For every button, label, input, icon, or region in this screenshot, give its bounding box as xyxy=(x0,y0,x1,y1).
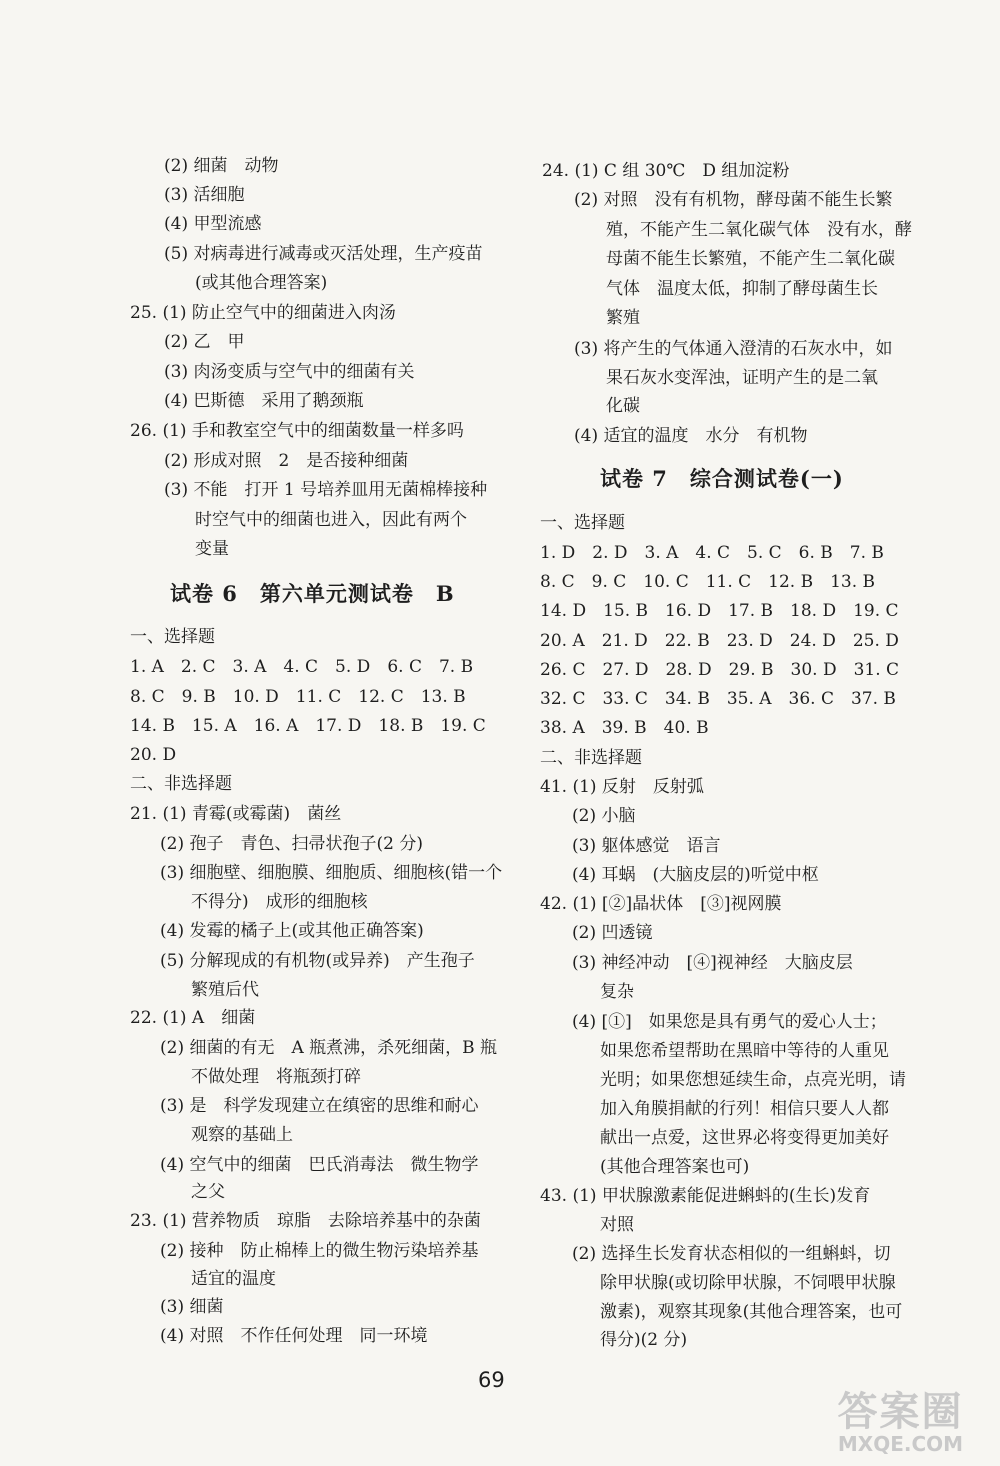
text-line: 14. B 15. A 16. A 17. D 18. B 19. C xyxy=(130,716,486,736)
text-line: 得分)(2 分) xyxy=(600,1330,688,1350)
text-line: 二、非选择题 xyxy=(130,774,232,794)
text-line: 8. C 9. C 10. C 11. C 12. B 13. B xyxy=(540,572,876,592)
text-line: 不得分) 成形的细胞核 xyxy=(191,892,368,912)
text-line: 繁殖 xyxy=(606,308,640,328)
text-line: 除甲状腺(或切除甲状腺，不饲喂甲状腺 xyxy=(600,1273,896,1293)
text-line: 激素)，观察其现象(其他合理答案，也可 xyxy=(600,1302,903,1322)
text-line: 43. (1) 甲状腺激素能促进蝌蚪的(生长)发育 xyxy=(540,1186,871,1206)
text-line: 适宜的温度 xyxy=(191,1269,276,1289)
text-line: 殖，不能产生二氧化碳气体 没有水，酵 xyxy=(606,220,912,240)
text-line: (2) 选择生长发育状态相似的一组蝌蚪，切 xyxy=(572,1244,891,1264)
text-line: (3) 神经冲动 [④]视神经 大脑皮层 xyxy=(572,953,853,973)
text-line: 变量 xyxy=(195,539,229,559)
text-line: (3) 是 科学发现建立在缜密的思维和耐心 xyxy=(160,1096,479,1116)
text-line: (其他合理答案也可) xyxy=(600,1157,750,1177)
text-line: (4) 巴斯德 采用了鹅颈瓶 xyxy=(164,391,364,411)
text-line: 32. C 33. C 34. B 35. A 36. C 37. B xyxy=(540,689,896,709)
text-line: 26. (1) 手和教室空气中的细菌数量一样多吗 xyxy=(130,421,464,441)
text-line: 8. C 9. B 10. D 11. C 12. C 13. B xyxy=(130,687,466,707)
watermark-title: 答案圈 xyxy=(837,1389,964,1435)
text-line: 不做处理 将瓶颈打碎 xyxy=(191,1067,361,1087)
text-line: 化碳 xyxy=(606,396,640,416)
section-title: 试卷 6 第六单元测试卷 B xyxy=(170,581,455,606)
text-line: (4) 耳蜗 (大脑皮层的)听觉中枢 xyxy=(572,865,819,885)
text-line: 一、选择题 xyxy=(130,627,215,647)
text-line: (3) 将产生的气体通入澄清的石灰水中，如 xyxy=(574,339,893,359)
text-line: 光明；如果您想延续生命，点亮光明，请 xyxy=(600,1070,906,1090)
text-line: (4) [①] 如果您是具有勇气的爱心人士； xyxy=(572,1012,887,1032)
text-line: (2) 乙 甲 xyxy=(164,332,245,352)
text-line: 果石灰水变浑浊，证明产生的是二氧 xyxy=(606,368,878,388)
text-line: 时空气中的细菌也进入，因此有两个 xyxy=(195,510,467,530)
text-line: 一、选择题 xyxy=(540,513,625,533)
text-line: (2) 细菌 动物 xyxy=(164,156,279,176)
watermark xyxy=(808,1380,993,1460)
text-line: (5) 对病毒进行减毒或灭活处理，生产疫苗 xyxy=(164,244,483,264)
text-line: (4) 发霉的橘子上(或其他正确答案) xyxy=(160,921,424,941)
text-line: (5) 分解现成的有机物(或异养) 产生孢子 xyxy=(160,951,475,971)
text-line: (3) 细菌 xyxy=(160,1297,224,1317)
text-line: (2) 接种 防止棉棒上的微生物污染培养基 xyxy=(160,1241,479,1261)
text-line: 41. (1) 反射 反射弧 xyxy=(540,777,704,797)
text-line: (4) 甲型流感 xyxy=(164,214,262,234)
text-line: (4) 对照 不作任何处理 同一环境 xyxy=(160,1326,428,1346)
text-line: (2) 形成对照 2 是否接种细菌 xyxy=(164,451,409,471)
text-line: (3) 躯体感觉 语言 xyxy=(572,836,721,856)
text-line: (2) 孢子 青色、扫帚状孢子(2 分) xyxy=(160,834,423,854)
text-line: (2) 凹透镜 xyxy=(572,923,653,943)
text-line: 14. D 15. B 16. D 17. B 18. D 19. C xyxy=(540,601,899,621)
text-line: 1. A 2. C 3. A 4. C 5. D 6. C 7. B xyxy=(130,657,474,677)
text-line: (3) 细胞壁、细胞膜、细胞质、细胞核(错一个 xyxy=(160,863,503,883)
text-line: 23. (1) 营养物质 琼脂 去除培养基中的杂菌 xyxy=(130,1211,481,1231)
text-line: (3) 不能 打开 1 号培养皿用无菌棉棒接种 xyxy=(164,480,488,500)
text-line: 献出一点爱，这世界必将变得更加美好 xyxy=(600,1128,889,1148)
text-line: 26. C 27. D 28. D 29. B 30. D 31. C xyxy=(540,660,900,680)
text-line: 1. D 2. D 3. A 4. C 5. C 6. B 7. B xyxy=(540,543,884,563)
text-line: 21. (1) 青霉(或霉菌) 菌丝 xyxy=(130,804,342,824)
watermark-url: MXQE.COM xyxy=(837,1432,964,1456)
text-line: (3) 活细胞 xyxy=(164,185,245,205)
page-number: 69 xyxy=(478,1368,505,1392)
text-line: 42. (1) [②]晶状体 [③]视网膜 xyxy=(540,894,782,914)
text-line: 20. D xyxy=(130,745,177,765)
text-line: 38. A 39. B 40. B xyxy=(540,718,709,738)
text-line: 繁殖后代 xyxy=(191,980,259,1000)
text-line: 二、非选择题 xyxy=(540,748,642,768)
text-line: (4) 空气中的细菌 巴氏消毒法 微生物学 xyxy=(160,1155,479,1175)
text-line: 复杂 xyxy=(600,982,634,1002)
text-line: 24. (1) C 组 30℃ D 组加淀粉 xyxy=(542,161,790,181)
text-line: 如果您希望帮助在黑暗中等待的人重见 xyxy=(600,1041,889,1061)
text-line: (2) 细菌的有无 A 瓶煮沸，杀死细菌，B 瓶 xyxy=(160,1038,498,1058)
text-line: 气体 温度太低，抑制了酵母菌生长 xyxy=(606,279,878,299)
text-line: 25. (1) 防止空气中的细菌进入肉汤 xyxy=(130,303,396,323)
text-line: 母菌不能生长繁殖，不能产生二氧化碳 xyxy=(606,249,895,269)
text-line: 加入角膜捐献的行列！相信只要人人都 xyxy=(600,1099,889,1119)
text-line: (3) 肉汤变质与空气中的细菌有关 xyxy=(164,362,415,382)
text-line: 观察的基础上 xyxy=(191,1125,293,1145)
text-line: 之父 xyxy=(191,1182,225,1202)
text-line: 22. (1) A 细菌 xyxy=(130,1008,256,1028)
text-line: (2) 对照 没有有机物，酵母菌不能生长繁 xyxy=(574,190,893,210)
text-line: 20. A 21. D 22. B 23. D 24. D 25. D xyxy=(540,631,899,651)
text-line: (2) 小脑 xyxy=(572,806,636,826)
section-title: 试卷 7 综合测试卷(一) xyxy=(600,466,844,491)
text-line: 对照 xyxy=(600,1215,634,1235)
text-line: (4) 适宜的温度 水分 有机物 xyxy=(574,426,808,446)
text-line: (或其他合理答案) xyxy=(195,273,328,293)
